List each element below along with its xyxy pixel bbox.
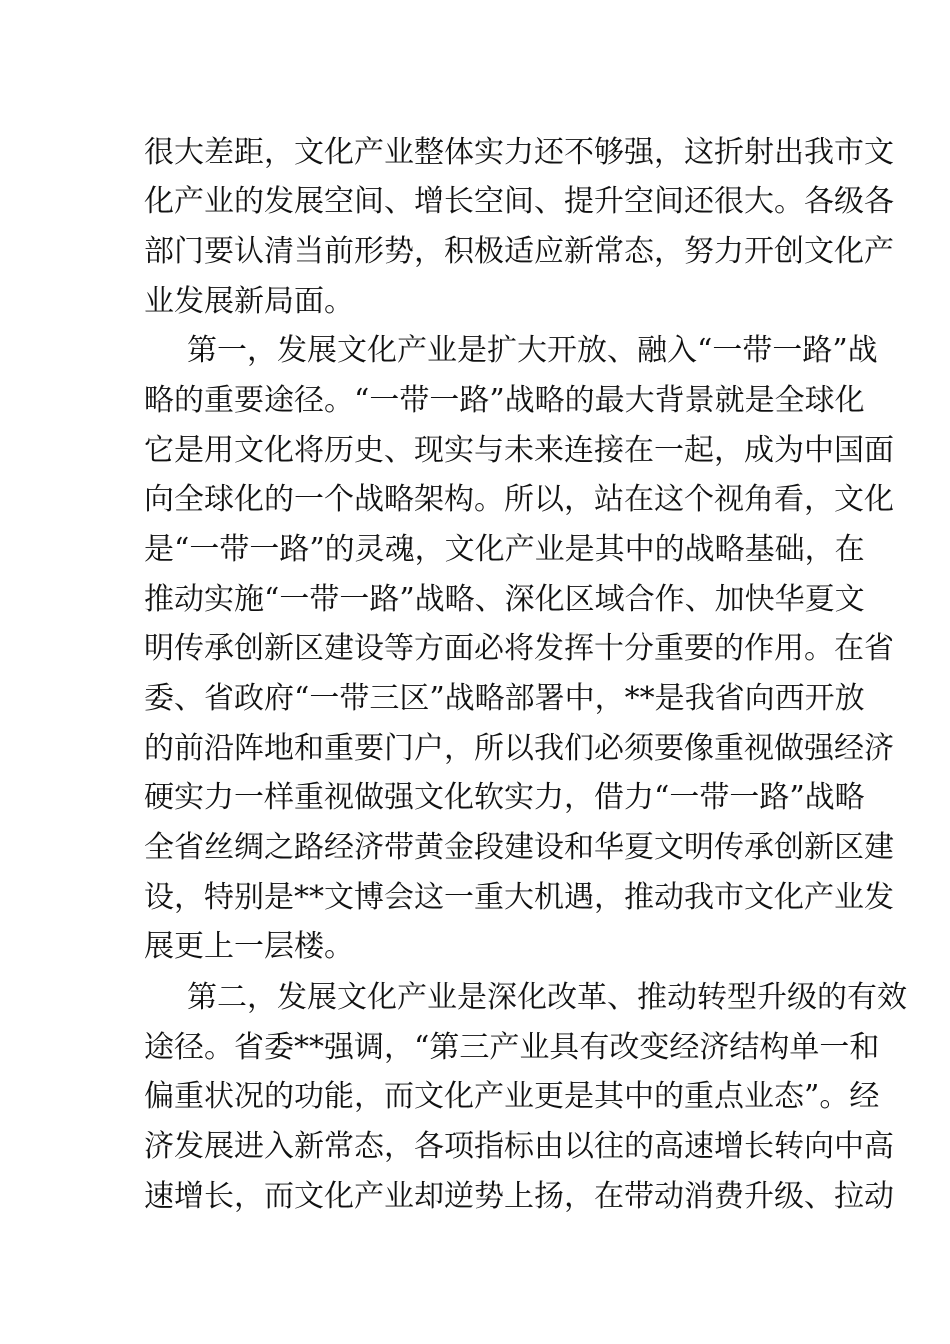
text-line: 化产业的发展空间、增长空间、提升空间还很大。各级各 [144,184,894,219]
text-line: 偏重状况的功能，而文化产业更是其中的重点业态”。经 [144,1079,880,1114]
text-line: 略的重要途径。“一带一路”战略的最大背景就是全球化 [144,383,865,418]
text-line: 设，特别是**文博会这一重大机遇，推动我市文化产业发 [144,880,894,915]
text-line: 是“一带一路”的灵魂，文化产业是其中的战略基础，在 [144,532,865,567]
text-line: 明传承创新区建设等方面必将发挥十分重要的作用。在省 [144,631,894,666]
text-line: 很大差距，文化产业整体实力还不够强，这折射出我市文 [144,135,894,170]
text-line: 全省丝绸之路经济带黄金段建设和华夏文明传承创新区建 [144,830,894,865]
text-line: 部门要认清当前形势，积极适应新常态，努力开创文化产 [144,234,894,269]
text-line: 第一，发展文化产业是扩大开放、融入“一带一路”战 [187,333,878,368]
text-line: 向全球化的一个战略架构。所以，站在这个视角看，文化 [144,482,894,517]
text-line: 硬实力一样重视做强文化软实力，借力“一带一路”战略 [144,780,865,815]
text-line: 济发展进入新常态，各项指标由以往的高速增长转向中高 [144,1129,894,1164]
text-line: 第二，发展文化产业是深化改革、推动转型升级的有效 [187,980,907,1015]
text-line: 的前沿阵地和重要门户，所以我们必须要像重视做强经济 [144,731,894,766]
text-line: 展更上一层楼。 [144,929,354,964]
text-line: 委、省政府“一带三区”战略部署中，**是我省向西开放 [144,681,865,716]
text-line: 业发展新局面。 [144,284,354,319]
text-line: 途径。省委**强调，“第三产业具有改变经济结构单一和 [144,1030,880,1065]
text-line: 推动实施“一带一路”战略、深化区域合作、加快华夏文 [144,582,865,617]
text-line: 它是用文化将历史、现实与未来连接在一起，成为中国面 [144,433,894,468]
text-line: 速增长，而文化产业却逆势上扬，在带动消费升级、拉动 [144,1179,894,1214]
